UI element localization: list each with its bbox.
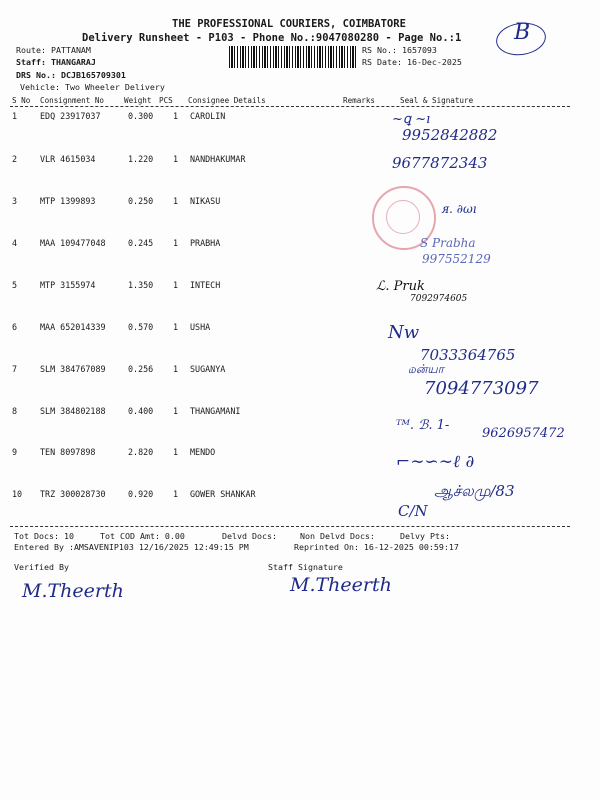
row-consignee: USHA [190, 322, 211, 332]
row-sno: 1 [12, 111, 18, 121]
row-signature: 7092974605 [410, 294, 468, 304]
verified-by-label: Verified By [14, 562, 69, 572]
handwritten-mark: B [514, 20, 531, 45]
row-signature: S Prabha [420, 236, 476, 250]
signature-scribble: ᴙ. ∂ωı [442, 202, 477, 216]
row-consignee: THANGAMANI [190, 406, 241, 416]
entered-by: Entered By :AMSAVENIP103 12/16/2025 12:49:15 PM [14, 542, 249, 552]
signature-scribble: ௰ன்யா [408, 362, 444, 376]
row-consignee: NANDHAKUMAR [190, 154, 246, 164]
footer-rule [10, 526, 570, 527]
row-weight: 2.820 [128, 447, 154, 457]
row-weight: 0.920 [128, 489, 154, 499]
col-sno: S No [12, 96, 31, 105]
signature-scribble: ~ꝗ ~ı [392, 112, 431, 127]
signature-scribble: 997552129 [422, 252, 491, 266]
row-sno: 4 [12, 238, 18, 248]
barcode [229, 46, 357, 68]
staff-signature: M.Theerth [290, 574, 392, 596]
vehicle: Vehicle: Two Wheeler Delivery [20, 82, 165, 92]
row-sno: 2 [12, 154, 18, 164]
delivery-points: Delvy Pts: [400, 531, 450, 541]
row-consignment: SLM 384802188 [40, 406, 106, 416]
total-docs: Tot Docs: 10 [14, 531, 74, 541]
signature-scribble: ஆச்லமு/83 [434, 482, 515, 500]
row-sno: 5 [12, 280, 18, 290]
row-consignment: MAA 652014339 [40, 322, 106, 332]
row-consignment: MTP 3155974 [40, 280, 96, 290]
drs-number: DRS No.: DCJB165709301 [16, 70, 126, 80]
non-delivered-docs: Non Delvd Docs: [300, 531, 375, 541]
row-consignment: TEN 8097898 [40, 447, 96, 457]
row-consignee: CAROLIN [190, 111, 226, 121]
row-pcs: 1 [173, 406, 179, 416]
route: Route: PATTANAM [16, 45, 91, 55]
staff-signature-label: Staff Signature [268, 562, 343, 572]
col-consignee: Consignee Details [188, 96, 266, 105]
row-pcs: 1 [173, 196, 179, 206]
total-cod-amount: Tot COD Amt: 0.00 [100, 531, 185, 541]
row-consignment: VLR 4615034 [40, 154, 96, 164]
row-sno: 9 [12, 447, 18, 457]
row-sno: 10 [12, 489, 23, 499]
signature-scribble: ℒ. Pruk [376, 279, 425, 294]
row-pcs: 1 [173, 238, 179, 248]
row-signature: 9626957472 [482, 426, 565, 441]
row-sno: 3 [12, 196, 18, 206]
row-consignee: MENDO [190, 447, 216, 457]
row-consignee: PRABHA [190, 238, 221, 248]
row-consignment: SLM 384767089 [40, 364, 106, 374]
row-pcs: 1 [173, 154, 179, 164]
row-consignment: EDQ 23917037 [40, 111, 101, 121]
row-sno: 6 [12, 322, 18, 332]
signature-scribble: C/N [398, 502, 428, 520]
row-consignment: MAA 109477048 [40, 238, 106, 248]
signature-scribble: Nw [388, 322, 420, 343]
col-consignment: Consignment No [40, 96, 105, 105]
col-seal-signature: Seal & Signature [400, 96, 474, 105]
col-pcs: PCS [159, 96, 173, 105]
row-weight: 0.300 [128, 111, 154, 121]
row-weight: 1.220 [128, 154, 154, 164]
row-weight: 1.350 [128, 280, 154, 290]
signature-scribble: ᵀᴹ. ℬ. 1- [396, 418, 450, 433]
rs-number: RS No.: 1657093 [362, 45, 437, 55]
row-consignee: NIKASU [190, 196, 221, 206]
row-consignee: INTECH [190, 280, 221, 290]
row-weight: 0.250 [128, 196, 154, 206]
row-consignee: SUGANYA [190, 364, 226, 374]
row-signature: 9677872343 [392, 154, 488, 172]
signature-scribble: ⌐∼∽∼ℓ ∂ [396, 452, 475, 472]
row-consignee: GOWER SHANKAR [190, 489, 256, 499]
rs-date: RS Date: 16-Dec-2025 [362, 57, 462, 67]
col-remarks: Remarks [343, 96, 376, 105]
row-pcs: 1 [173, 280, 179, 290]
col-weight: Weight [124, 96, 152, 105]
row-consignment: MTP 1399893 [40, 196, 96, 206]
company-name: THE PROFESSIONAL COURIERS, COIMBATORE [172, 18, 406, 30]
row-signature: 7094773097 [424, 378, 539, 399]
row-pcs: 1 [173, 364, 179, 374]
header-rule [10, 106, 570, 107]
row-pcs: 1 [173, 322, 179, 332]
row-consignment: TRZ 300028730 [40, 489, 106, 499]
row-pcs: 1 [173, 111, 179, 121]
runsheet-subtitle: Delivery Runsheet - P103 - Phone No.:9047080280 - Page No.:1 [82, 32, 462, 44]
row-sno: 8 [12, 406, 18, 416]
row-weight: 0.400 [128, 406, 154, 416]
row-weight: 0.570 [128, 322, 154, 332]
row-weight: 0.245 [128, 238, 154, 248]
row-weight: 0.256 [128, 364, 154, 374]
row-pcs: 1 [173, 447, 179, 457]
row-pcs: 1 [173, 489, 179, 499]
row-sno: 7 [12, 364, 18, 374]
reprinted-on: Reprinted On: 16-12-2025 00:59:17 [294, 542, 459, 552]
staff: Staff: THANGARAJ [16, 57, 96, 67]
row-signature: 9952842882 [402, 126, 498, 144]
row-signature: 7033364765 [420, 346, 516, 364]
delivered-docs: Delvd Docs: [222, 531, 277, 541]
verified-signature: M.Theerth [22, 580, 124, 602]
